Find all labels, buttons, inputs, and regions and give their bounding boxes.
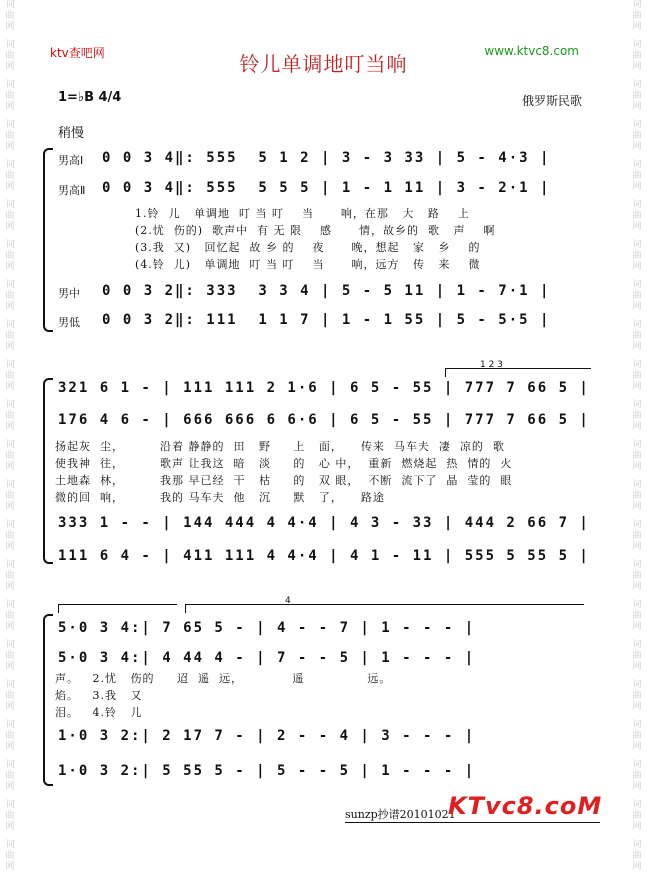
part-label: 男低 [58,316,80,329]
lyric-line: 微的回 响， 我的 马车夫 他 沉 默 了， 路途 [55,491,385,504]
system-brace [43,614,53,786]
lyric-line: 焰。 3.我 又 [55,689,143,702]
song-origin: 俄罗斯民歌 [521,94,582,108]
part-label: 男中 [58,287,80,300]
part-label: 男高Ⅱ [58,184,86,197]
lyric-line: 泪。 4.铃 儿 [55,706,143,719]
lyric-line: 使我神 往， 歌声 让我这 暗 淡 的 心 中， 重新 燃烧起 热 情的 火 [55,457,513,470]
tempo-marking: 稍慢 [58,126,85,141]
site-watermark-left: ktv查吧网 [50,46,105,60]
notation-row: 333 1 - - | 144 444 4 4·4 | 4 3 - 33 | 444 2 66 7 | [58,515,590,531]
lyric-line: (3.我 又) 回忆起 故 乡 的 夜 晚，想起 家 乡 的 [135,241,481,254]
notation-row: 5·0 3 4:| 7 65 5 - | 4 - - 7 | 1 - - - | [58,620,476,636]
volta-number: 1 2 3 [480,360,503,370]
margin-watermark-right: 词 曲 网 词 曲 网 词 曲 网 词 曲 网 词 曲 网 词 曲 网 词 曲 网 词 曲 网 词 曲 网 词 曲 网 词 曲 网 词 曲 网 词 曲 网 词 曲 网 词 曲 网 词 曲 网 词 曲 网 词 曲 网 词 曲 网 词 曲 网 词 曲 网 词 曲 网 [632,0,642,872]
notation-row: 0 0 3 4‖: 555 5 5 5 | 1 - 1 11 | 3 - 2·1 | [102,180,551,196]
footer-rule [345,822,600,823]
key-signature: 1=♭B 4/4 [58,90,122,105]
notation-row: 321 6 1 - | 111 111 2 1·6 | 6 5 - 55 | 777 7 66 5 | [58,380,590,396]
site-watermark-right: www.ktvc8.com [484,44,579,58]
notation-row: 1·0 3 2:| 5 55 5 - | 5 - - 5 | 1 - - - | [58,763,476,779]
transcriber-credit: sunzp抄谱20101021 [345,808,456,821]
notation-row: 0 0 3 4‖: 555 5 1 2 | 3 - 3 33 | 5 - 4·3 | [102,150,551,166]
site-logo: KTvc8.coM [448,792,603,820]
notation-row: 0 0 3 2‖: 333 3 3 4 | 5 - 5 11 | 1 - 7·1 | [102,283,551,299]
lyric-line: 土地森 林， 我那 早已经 干 枯 的 双 眼， 不断 流下了 晶 莹的 眼 [55,474,513,487]
system-brace [43,378,53,564]
notation-row: 0 0 3 2‖: 111 1 1 7 | 1 - 1 55 | 5 - 5·5 | [102,312,551,328]
lyric-line: 声。 2.忧 伤的 迢 遥 远， 遥 远。 [55,672,392,685]
notation-row: 5·0 3 4:| 4 44 4 - | 7 - - 5 | 1 - - - | [58,650,476,666]
notation-row: 1·0 3 2:| 2 17 7 - | 2 - - 4 | 3 - - - | [58,728,476,744]
notation-row: 176 4 6 - | 666 666 6 6·6 | 6 5 - 55 | 777 7 66 5 | [58,412,590,428]
lyric-line: (2.忧 伤的) 歌声中 有 无 限 感 情，故乡的 歌 声 啊 [135,224,496,237]
song-title: 铃儿单调地叮当响 [239,52,408,76]
volta-number: 4 [285,596,291,606]
margin-watermark-left: 词 曲 网 词 曲 网 词 曲 网 词 曲 网 词 曲 网 词 曲 网 词 曲 网 词 曲 网 词 曲 网 词 曲 网 词 曲 网 词 曲 网 词 曲 网 词 曲 网 词 曲 网 词 曲 网 词 曲 网 词 曲 网 词 曲 网 词 曲 网 词 曲 网 词 曲 网 [5,0,15,872]
volta-bracket [185,604,584,613]
notation-row: 111 6 4 - | 411 111 4 4·4 | 4 1 - 11 | 555 5 55 5 | [58,548,590,564]
lyric-line: 扬起灰 尘， 沿着 静静的 田 野 上 面， 传来 马车夫 凄 凉的 歌 [55,440,505,453]
volta-bracket [445,368,591,377]
volta-bracket [58,604,177,613]
lyric-line: 1.铃 儿 单调地 叮 当 叮 当 响，在那 大 路 上 [135,207,470,220]
lyric-line: (4.铃 儿) 单调地 叮 当 叮 当 响，远方 传 来 微 [135,258,481,271]
system-brace [43,148,53,332]
part-label: 男高Ⅰ [58,154,84,167]
